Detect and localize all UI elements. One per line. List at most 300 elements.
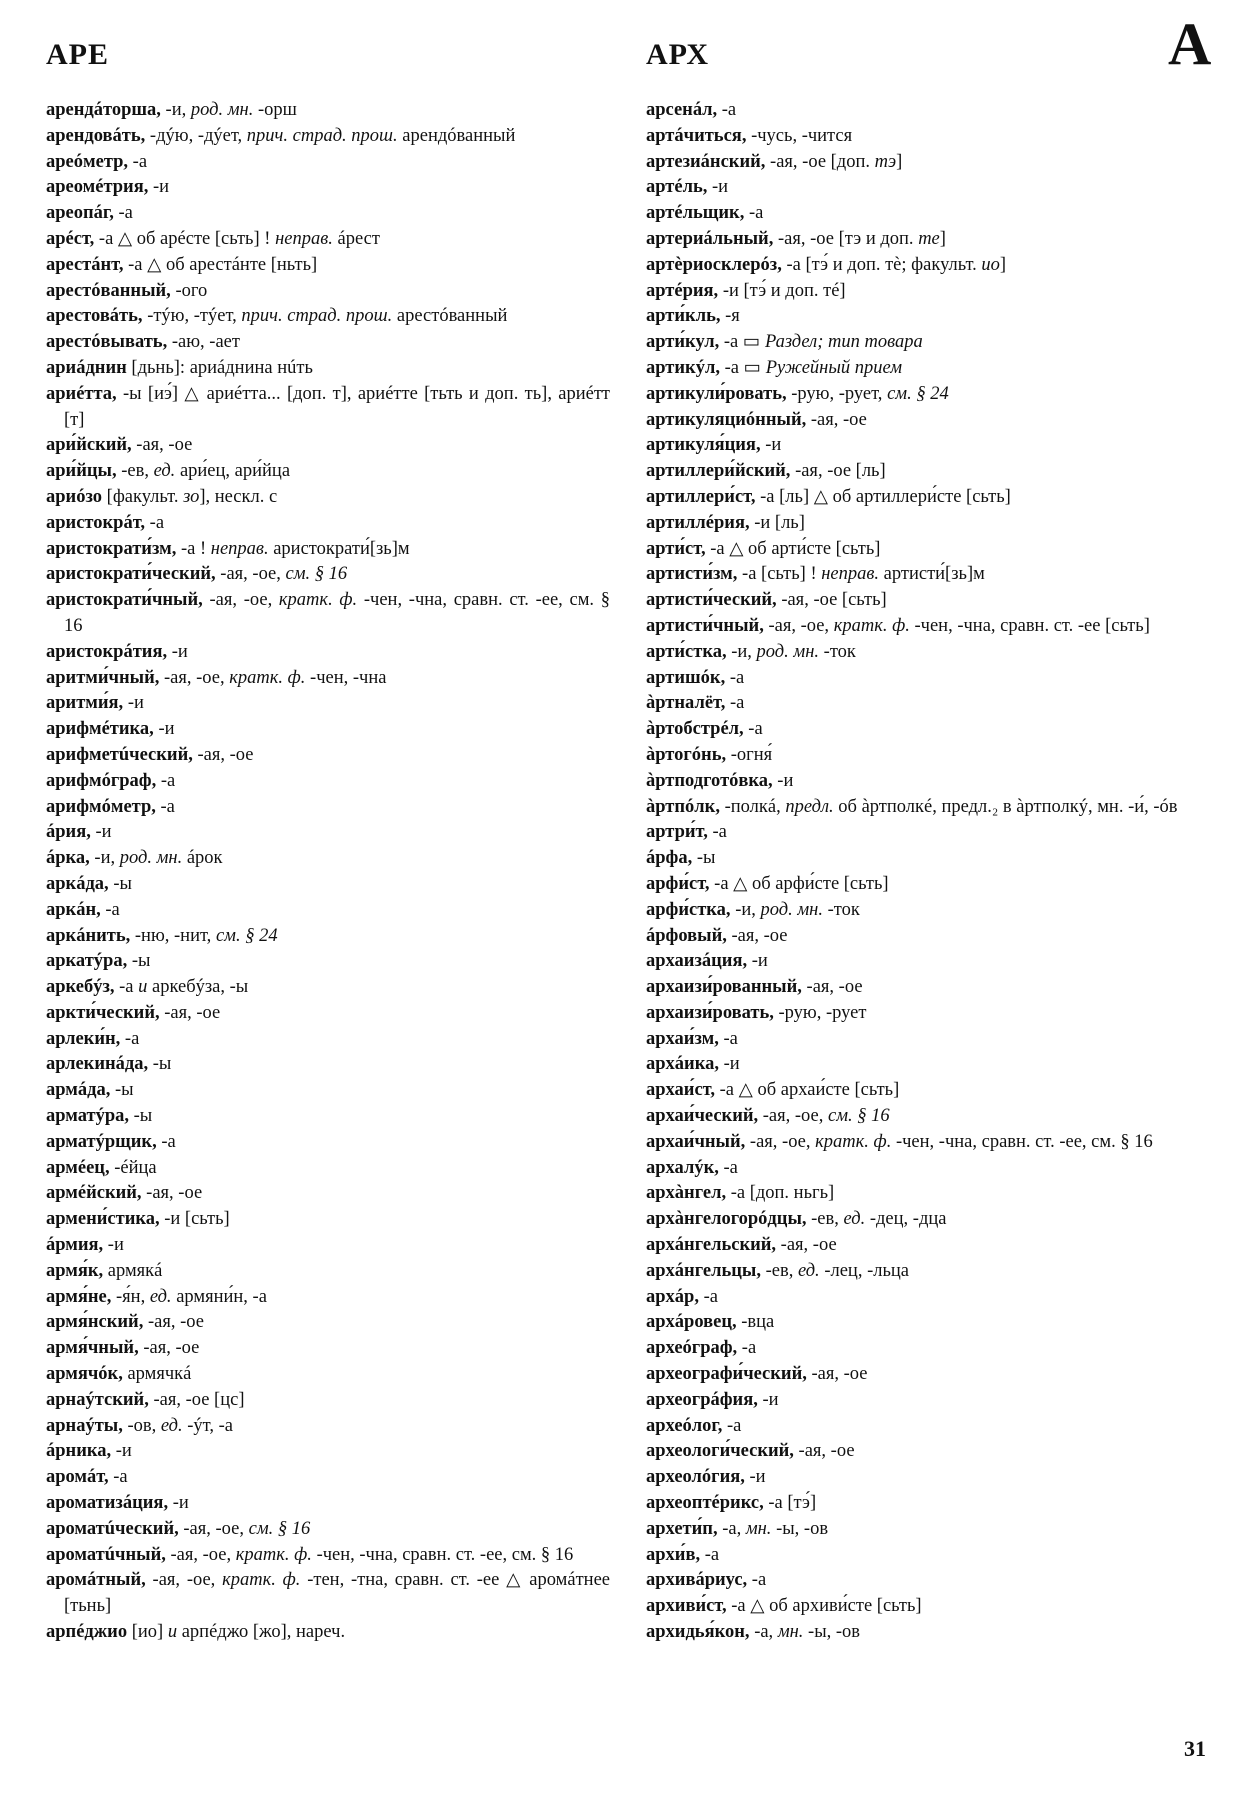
entry-grammar: -ы bbox=[148, 1054, 172, 1075]
dictionary-entry bbox=[646, 614, 1214, 640]
dictionary-entry bbox=[46, 1156, 610, 1182]
dictionary-entry bbox=[646, 1388, 1214, 1414]
dictionary-entry bbox=[646, 949, 1214, 975]
dictionary-entry bbox=[646, 769, 1214, 795]
entry-headword: архаизи́рованный, bbox=[646, 977, 802, 998]
entry-label: см. § 16 bbox=[285, 564, 348, 585]
entry-grammar: -ев, bbox=[760, 1260, 798, 1281]
dictionary-entry bbox=[646, 433, 1214, 459]
entry-grammar: -а △ об арти́сте [сьть] bbox=[705, 538, 881, 559]
entry-tail: арендóванный bbox=[397, 125, 516, 146]
entry-grammar: -ы bbox=[692, 848, 716, 869]
entry-grammar: -а ! bbox=[176, 538, 211, 559]
entry-headword: арестóвывать, bbox=[46, 332, 168, 353]
entry-grammar: -ы bbox=[108, 873, 132, 894]
dictionary-entry bbox=[646, 1414, 1214, 1440]
dictionary-entry bbox=[46, 691, 610, 717]
entry-tail: -тен, -тна, сравн. ст. -ее △ аромáтнее [тьнь] bbox=[64, 1570, 610, 1617]
entry-headword: арпéджио bbox=[46, 1622, 128, 1643]
dictionary-entry bbox=[646, 150, 1214, 176]
entry-headword: арифмóграф, bbox=[46, 770, 157, 791]
entry-headword: архаи́чный, bbox=[646, 1131, 746, 1152]
dictionary-entry bbox=[646, 1285, 1214, 1311]
entry-grammar: -и [тэ́ и доп. тé] bbox=[718, 280, 846, 301]
entry-label: зо bbox=[183, 486, 200, 507]
entry-grammar: -а bbox=[145, 512, 165, 533]
dictionary-entry bbox=[646, 408, 1214, 434]
entry-grammar: -ая, -ое bbox=[801, 977, 863, 998]
entry-tail: -чен, -чна bbox=[305, 667, 387, 688]
entry-label: мн. bbox=[745, 1518, 772, 1539]
dictionary-entry bbox=[46, 1104, 610, 1130]
entry-headword: армя́чный, bbox=[46, 1338, 139, 1359]
entry-grammar: -и bbox=[103, 1235, 124, 1256]
entry-label: неправ. bbox=[821, 564, 880, 585]
entry-headword: артикуля́ция, bbox=[646, 435, 761, 456]
entry-label: род. мн. bbox=[756, 641, 820, 662]
entry-grammar: -а bbox=[698, 1286, 718, 1307]
dictionary-entry bbox=[46, 1414, 610, 1440]
entry-grammar: -ая, -ое, bbox=[159, 667, 230, 688]
entry-headword: артèриосклерóз, bbox=[646, 254, 782, 275]
entry-headword: армячóк, bbox=[46, 1364, 123, 1385]
entry-headword: áрфа, bbox=[646, 848, 693, 869]
entry-headword: аристокрáт, bbox=[46, 512, 146, 533]
entry-grammar: -ая, -ое, bbox=[758, 1106, 828, 1127]
entry-grammar: -ая, -ое bbox=[776, 1235, 837, 1256]
entry-label: род. мн. bbox=[190, 100, 254, 120]
entry-headword: áрмия, bbox=[46, 1235, 104, 1256]
dictionary-entry bbox=[646, 640, 1214, 666]
entry-grammar: -и, bbox=[726, 641, 757, 662]
entry-headword: архáнгельский, bbox=[646, 1235, 777, 1256]
dictionary-entry bbox=[46, 1130, 610, 1156]
entry-headword: армя́нский, bbox=[46, 1312, 144, 1333]
entry-headword: артисти́ческий, bbox=[646, 590, 777, 611]
dictionary-entry bbox=[46, 459, 610, 485]
entry-headword: ари́йский, bbox=[46, 435, 132, 456]
entry-grammar: -а bbox=[725, 667, 745, 688]
dictionary-entry bbox=[646, 1104, 1214, 1130]
dictionary-entry bbox=[46, 1285, 610, 1311]
entry-grammar: -а △ об арéсте [сьть] ! bbox=[94, 228, 276, 249]
dictionary-entry bbox=[46, 98, 610, 124]
entry-grammar: -ого bbox=[170, 280, 208, 301]
entry-headword: арнаýтский, bbox=[46, 1389, 149, 1410]
entry-tail: áрест bbox=[332, 228, 380, 249]
dictionary-entry bbox=[46, 795, 610, 821]
entry-grammar: -ая, -ое, bbox=[745, 1131, 816, 1152]
entry-headword: артéльщик, bbox=[646, 203, 745, 224]
dictionary-entry bbox=[646, 1336, 1214, 1362]
dictionary-entry bbox=[46, 1362, 610, 1388]
entry-headword: артри́т, bbox=[646, 822, 708, 843]
entry-headword: арматýрщик, bbox=[46, 1131, 157, 1152]
entry-label: род. мн. bbox=[760, 899, 823, 920]
dictionary-entry bbox=[646, 227, 1214, 253]
dictionary-entry bbox=[46, 433, 610, 459]
entry-headword: аркáда, bbox=[46, 873, 109, 894]
entry-tail: -чен, -чна, сравн. ст. -ее, см. § 16 bbox=[891, 1131, 1153, 1152]
dictionary-entry bbox=[46, 588, 610, 640]
entry-grammar: -ев, bbox=[806, 1209, 844, 1230]
dictionary-entry bbox=[46, 1259, 610, 1285]
entry-label: кратк. ф. bbox=[833, 615, 910, 636]
dictionary-entry bbox=[646, 975, 1214, 1001]
page-number: 31 bbox=[1184, 1736, 1206, 1761]
entry-grammar: -а [тэ́] bbox=[763, 1493, 817, 1514]
entry-label: ед. bbox=[843, 1209, 866, 1230]
entry-headword: архивáриус, bbox=[646, 1570, 748, 1591]
entry-grammar: -ев, bbox=[116, 461, 154, 482]
dictionary-entry bbox=[646, 279, 1214, 305]
dictionary-entry bbox=[46, 949, 610, 975]
entry-grammar: [факульт. bbox=[102, 486, 184, 507]
entry-grammar: -огня́ bbox=[726, 744, 773, 765]
dictionary-column-left bbox=[46, 98, 610, 1646]
entry-headword: артикули́ровать, bbox=[646, 383, 787, 404]
dictionary-entry bbox=[46, 304, 610, 330]
entry-tail: аристократи́[зь]м bbox=[268, 538, 410, 559]
entry-grammar: -а bbox=[156, 1131, 176, 1152]
dictionary-entry bbox=[46, 511, 610, 537]
entry-grammar: -а bbox=[722, 1415, 742, 1436]
entry-tail: арестóванный bbox=[392, 306, 508, 327]
entry-tail: -орш bbox=[253, 100, 297, 120]
entry-grammar: -ая, -ое bbox=[793, 1441, 855, 1462]
entry-grammar: -и bbox=[760, 435, 782, 456]
entry-headword: армáда, bbox=[46, 1080, 111, 1101]
entry-label: ед. bbox=[797, 1260, 820, 1281]
entry-grammar: -ая, -ое [доп. bbox=[765, 151, 875, 172]
dictionary-entry bbox=[46, 1439, 610, 1465]
entry-tail: -ток bbox=[822, 899, 860, 920]
entry-grammar: -ая, -ое, bbox=[215, 564, 286, 585]
dictionary-entry bbox=[646, 1181, 1214, 1207]
entry-grammar: -ы [иэ́] △ ариéтта... [доп. т], ариéтте [тьть и доп. ть], ариéтт [т] bbox=[64, 383, 610, 430]
dictionary-entry bbox=[46, 1001, 610, 1027]
entry-grammar: -а [доп. ньгь] bbox=[726, 1183, 835, 1204]
entry-label: кратк. ф. bbox=[815, 1131, 892, 1152]
entry-grammar: -ая, -ое bbox=[806, 409, 867, 430]
dictionary-entry bbox=[646, 1620, 1214, 1646]
dictionary-entry bbox=[646, 356, 1214, 382]
dictionary-entry bbox=[646, 537, 1214, 563]
entry-label: ед. bbox=[149, 1286, 172, 1307]
entry-label: и bbox=[138, 977, 148, 998]
entry-headword: ароматúчный, bbox=[46, 1544, 166, 1565]
entry-grammar: -ы bbox=[110, 1080, 134, 1101]
entry-tail: ] bbox=[896, 151, 903, 172]
entry-grammar: -а bbox=[718, 1157, 738, 1178]
dictionary-entry bbox=[646, 175, 1214, 201]
entry-headword: архàнгелогорóдцы, bbox=[646, 1209, 807, 1230]
entry-grammar: -ая, -ое bbox=[192, 744, 254, 765]
dictionary-entry bbox=[46, 1336, 610, 1362]
dictionary-entry bbox=[646, 1568, 1214, 1594]
dictionary-entry bbox=[46, 150, 610, 176]
dictionary-entry bbox=[646, 898, 1214, 924]
dictionary-entry bbox=[646, 1594, 1214, 1620]
entry-headword: артиллéрия, bbox=[646, 512, 750, 533]
entry-headword: армéец, bbox=[46, 1157, 110, 1178]
entry-headword: арматýра, bbox=[46, 1106, 130, 1127]
entry-grammar: -вца bbox=[736, 1312, 775, 1333]
entry-headword: арéст, bbox=[46, 228, 95, 249]
dictionary-entry bbox=[646, 1259, 1214, 1285]
dictionary-entry bbox=[646, 1078, 1214, 1104]
dictionary-entry bbox=[646, 872, 1214, 898]
entry-headword: арфи́стка, bbox=[646, 899, 731, 920]
dictionary-entry bbox=[46, 537, 610, 563]
dictionary-entry bbox=[646, 124, 1214, 150]
entry-headword: арестóванный, bbox=[46, 280, 171, 301]
entry-grammar: -éйца bbox=[109, 1157, 157, 1178]
entry-headword: ареóметр, bbox=[46, 151, 129, 172]
dictionary-entry bbox=[646, 485, 1214, 511]
dictionary-entry bbox=[646, 1310, 1214, 1336]
entry-grammar: -а bbox=[114, 977, 139, 998]
entry-grammar: -а △ об арестáнте [ньть] bbox=[123, 254, 318, 275]
entry-tail: áрок bbox=[182, 848, 223, 869]
dictionary-entry bbox=[46, 1052, 610, 1078]
dictionary-entry bbox=[646, 1052, 1214, 1078]
entry-headword: археоптéрикс, bbox=[646, 1493, 764, 1514]
entry-headword: архáнгельцы, bbox=[646, 1260, 761, 1281]
entry-headword: аркатýра, bbox=[46, 951, 128, 972]
dictionary-entry bbox=[646, 846, 1214, 872]
entry-label: кратк. ф. bbox=[229, 667, 306, 688]
entry-grammar: -ы bbox=[127, 951, 151, 972]
entry-label: см. § 24 bbox=[215, 925, 278, 946]
entry-headword: археогрáфия, bbox=[646, 1389, 758, 1410]
entry-label: тэ bbox=[874, 151, 897, 172]
entry-headword: архаизи́ровать, bbox=[646, 1002, 774, 1023]
entry-grammar: -а bbox=[747, 1570, 767, 1591]
dictionary-entry bbox=[46, 1027, 610, 1053]
dictionary-entry bbox=[46, 382, 610, 434]
entry-headword: ариóзо bbox=[46, 486, 103, 507]
entry-grammar: -ая, -ое, bbox=[763, 615, 834, 636]
dictionary-column-right bbox=[646, 98, 1214, 1646]
entry-headword: артéль, bbox=[646, 177, 708, 198]
entry-grammar: [дьнь]: ариáднина нúть bbox=[126, 357, 313, 378]
entry-grammar: -рую, -рует bbox=[773, 1002, 867, 1023]
entry-grammar: -а bbox=[128, 151, 148, 172]
dictionary-entry bbox=[46, 820, 610, 846]
entry-headword: архаи́ческий, bbox=[646, 1106, 759, 1127]
entry-grammar: -а bbox=[744, 203, 764, 224]
entry-headword: архáика, bbox=[646, 1054, 719, 1075]
entry-grammar: -я́н, bbox=[111, 1286, 150, 1307]
entry-grammar: -и bbox=[772, 770, 794, 791]
entry-headword: арифметúческий, bbox=[46, 744, 193, 765]
entry-grammar: -а △ об архиви́сте [сьть] bbox=[726, 1596, 922, 1617]
entry-headword: аркáнить, bbox=[46, 925, 131, 946]
entry-grammar: -ню, -нит, bbox=[130, 925, 216, 946]
dictionary-entry bbox=[46, 279, 610, 305]
entry-grammar: -ая, -ое bbox=[143, 1312, 204, 1333]
entry-grammar: армякá bbox=[103, 1260, 163, 1281]
entry-headword: арестáнт, bbox=[46, 254, 124, 275]
dictionary-entry bbox=[646, 511, 1214, 537]
dictionary-entry bbox=[46, 769, 610, 795]
entry-grammar: -а bbox=[743, 719, 763, 740]
entry-tail: об àртполкé, предл.₂ в àртполкý, мн. -и́, -óв bbox=[833, 796, 1178, 817]
dictionary-entry bbox=[646, 330, 1214, 356]
entry-grammar: -ы bbox=[129, 1106, 153, 1127]
entry-grammar: -и [ль] bbox=[749, 512, 805, 533]
entry-grammar: -ая, -ое [сьть] bbox=[776, 590, 887, 611]
entry-headword: ареопáг, bbox=[46, 203, 114, 224]
entry-grammar: -ая, -ое, bbox=[178, 1518, 249, 1539]
entry-grammar: -а, bbox=[749, 1622, 778, 1643]
entry-grammar: -полкá, bbox=[719, 796, 786, 817]
entry-label: ед. bbox=[160, 1415, 183, 1436]
entry-headword: арестовáть, bbox=[46, 306, 143, 327]
entry-tail: -чен, -чна, сравн. ст. -ее [сьть] bbox=[909, 615, 1150, 636]
entry-grammar: -а [ль] △ об артиллери́сте [сьть] bbox=[755, 486, 1011, 507]
dictionary-entry bbox=[46, 1491, 610, 1517]
entry-grammar: -ая, -ое, bbox=[202, 590, 279, 611]
entry-tail: -ы, -ов bbox=[803, 1622, 861, 1643]
entry-grammar: -ая, -ое [ль] bbox=[790, 461, 886, 482]
entry-grammar: -чусь, -чится bbox=[746, 125, 853, 146]
entry-grammar: -ая, -ое bbox=[726, 925, 788, 946]
entry-grammar: -и bbox=[148, 177, 170, 198]
entry-headword: аромáт, bbox=[46, 1467, 109, 1488]
entry-grammar: -ая, -ое bbox=[141, 1183, 203, 1204]
entry-grammar: -а △ об арфи́сте [сьть] bbox=[709, 873, 889, 894]
entry-headword: археографи́ческий, bbox=[646, 1364, 807, 1385]
dictionary-entry bbox=[646, 1465, 1214, 1491]
entry-headword: архети́п, bbox=[646, 1518, 718, 1539]
entry-headword: аркáн, bbox=[46, 899, 101, 920]
entry-headword: артезиáнский, bbox=[646, 151, 766, 172]
entry-grammar: -и bbox=[718, 1054, 740, 1075]
entry-tail: аркебýза, -ы bbox=[147, 977, 249, 998]
entry-grammar: -а [тэ́ и доп. тѐ; факульт. bbox=[781, 254, 982, 275]
entry-headword: арлекинáда, bbox=[46, 1054, 149, 1075]
dictionary-entry bbox=[646, 924, 1214, 950]
dictionary-entry bbox=[646, 1491, 1214, 1517]
entry-grammar: -аю, -ает bbox=[167, 332, 240, 353]
entry-headword: армени́стика, bbox=[46, 1209, 160, 1230]
dictionary-entry bbox=[646, 588, 1214, 614]
entry-grammar: -и bbox=[168, 1493, 189, 1514]
entry-headword: áрка, bbox=[46, 848, 90, 869]
entry-headword: арнаýты, bbox=[46, 1415, 123, 1436]
entry-tail: -ток bbox=[819, 641, 856, 662]
dictionary-entry bbox=[46, 124, 610, 150]
entry-label: Раздел; тип товара bbox=[764, 332, 923, 353]
entry-grammar: -ая, -ое [тэ и доп. bbox=[773, 228, 919, 249]
entry-grammar: -а △ об архаи́сте [сьть] bbox=[715, 1080, 900, 1101]
dictionary-entry bbox=[46, 1078, 610, 1104]
entry-grammar: -а, bbox=[717, 1518, 746, 1539]
dictionary-entry bbox=[46, 1517, 610, 1543]
entry-headword: арифмéтика, bbox=[46, 719, 154, 740]
dictionary-entry bbox=[646, 562, 1214, 588]
dictionary-entry bbox=[646, 1027, 1214, 1053]
entry-headword: архиви́ст, bbox=[646, 1596, 727, 1617]
entry-label: прич. страд. прош. bbox=[246, 125, 398, 146]
entry-headword: аркти́ческий, bbox=[46, 1002, 160, 1023]
dictionary-entry bbox=[46, 356, 610, 382]
dictionary-entry bbox=[46, 717, 610, 743]
entry-headword: арендáторша, bbox=[46, 100, 161, 120]
entry-headword: ариáднин bbox=[46, 357, 127, 378]
dictionary-entry bbox=[46, 640, 610, 666]
entry-label: см. § 24 bbox=[887, 383, 949, 404]
dictionary-entry bbox=[646, 1207, 1214, 1233]
dictionary-entry bbox=[46, 846, 610, 872]
dictionary-entry bbox=[646, 820, 1214, 846]
entry-headword: артисти́чный, bbox=[646, 615, 764, 636]
entry-headword: áрника, bbox=[46, 1441, 112, 1462]
dictionary-entry bbox=[46, 1181, 610, 1207]
entry-label: прич. страд. прош. bbox=[241, 306, 393, 327]
dictionary-entry bbox=[646, 1001, 1214, 1027]
entry-headword: àртогóнь, bbox=[646, 744, 727, 765]
entry-grammar: -и, bbox=[89, 848, 120, 869]
entry-label: кратк. ф. bbox=[235, 1544, 312, 1565]
entry-headword: арендовáть, bbox=[46, 125, 146, 146]
entry-label: неправ. bbox=[275, 228, 333, 249]
dictionary-entry bbox=[646, 1130, 1214, 1156]
entry-grammar: -а bbox=[725, 693, 745, 714]
dictionary-entry bbox=[46, 1388, 610, 1414]
entry-headword: арти́кль, bbox=[646, 306, 721, 327]
entry-grammar: -дýю, -дýет, bbox=[145, 125, 247, 146]
entry-label: кратк. ф. bbox=[222, 1570, 301, 1591]
entry-headword: артикуляциóнный, bbox=[646, 409, 807, 430]
entry-headword: ари́йцы, bbox=[46, 461, 117, 482]
entry-grammar: -а bbox=[707, 822, 727, 843]
entry-headword: артериáльный, bbox=[646, 228, 774, 249]
entry-headword: архалýк, bbox=[646, 1157, 719, 1178]
entry-grammar: -рую, -рует, bbox=[786, 383, 888, 404]
entry-grammar: -а bbox=[737, 1338, 757, 1359]
dictionary-entry bbox=[46, 743, 610, 769]
entry-grammar: -ов, bbox=[122, 1415, 161, 1436]
dictionary-entry bbox=[646, 1233, 1214, 1259]
dictionary-entry bbox=[46, 201, 610, 227]
entry-label: неправ. bbox=[210, 538, 269, 559]
entry-headword: аркебýз, bbox=[46, 977, 115, 998]
entry-grammar: -а bbox=[156, 770, 176, 791]
entry-grammar: -и bbox=[111, 1441, 132, 1462]
entry-label: ед. bbox=[153, 461, 176, 482]
dictionary-entry bbox=[46, 485, 610, 511]
entry-label: те bbox=[918, 228, 940, 249]
dictionary-entry bbox=[46, 1207, 610, 1233]
entry-grammar: -ая, -ое bbox=[806, 1364, 868, 1385]
dictionary-entry bbox=[646, 201, 1214, 227]
entry-grammar: -а bbox=[113, 203, 133, 224]
entry-grammar: -и, bbox=[730, 899, 761, 920]
entry-headword: ареомéтрия, bbox=[46, 177, 149, 198]
entry-headword: àртобстрéл, bbox=[646, 719, 744, 740]
entry-headword: аромáтный, bbox=[46, 1570, 146, 1591]
entry-headword: артéрия, bbox=[646, 280, 719, 301]
dictionary-entry bbox=[46, 562, 610, 588]
entry-tail: -чен, -чна, сравн. ст. -ее, см. § 16 bbox=[64, 590, 610, 636]
entry-headword: архàнгел, bbox=[646, 1183, 727, 1204]
entry-tail: -дец, -дца bbox=[865, 1209, 947, 1230]
dictionary-entry bbox=[646, 98, 1214, 124]
dictionary-entry bbox=[46, 330, 610, 356]
